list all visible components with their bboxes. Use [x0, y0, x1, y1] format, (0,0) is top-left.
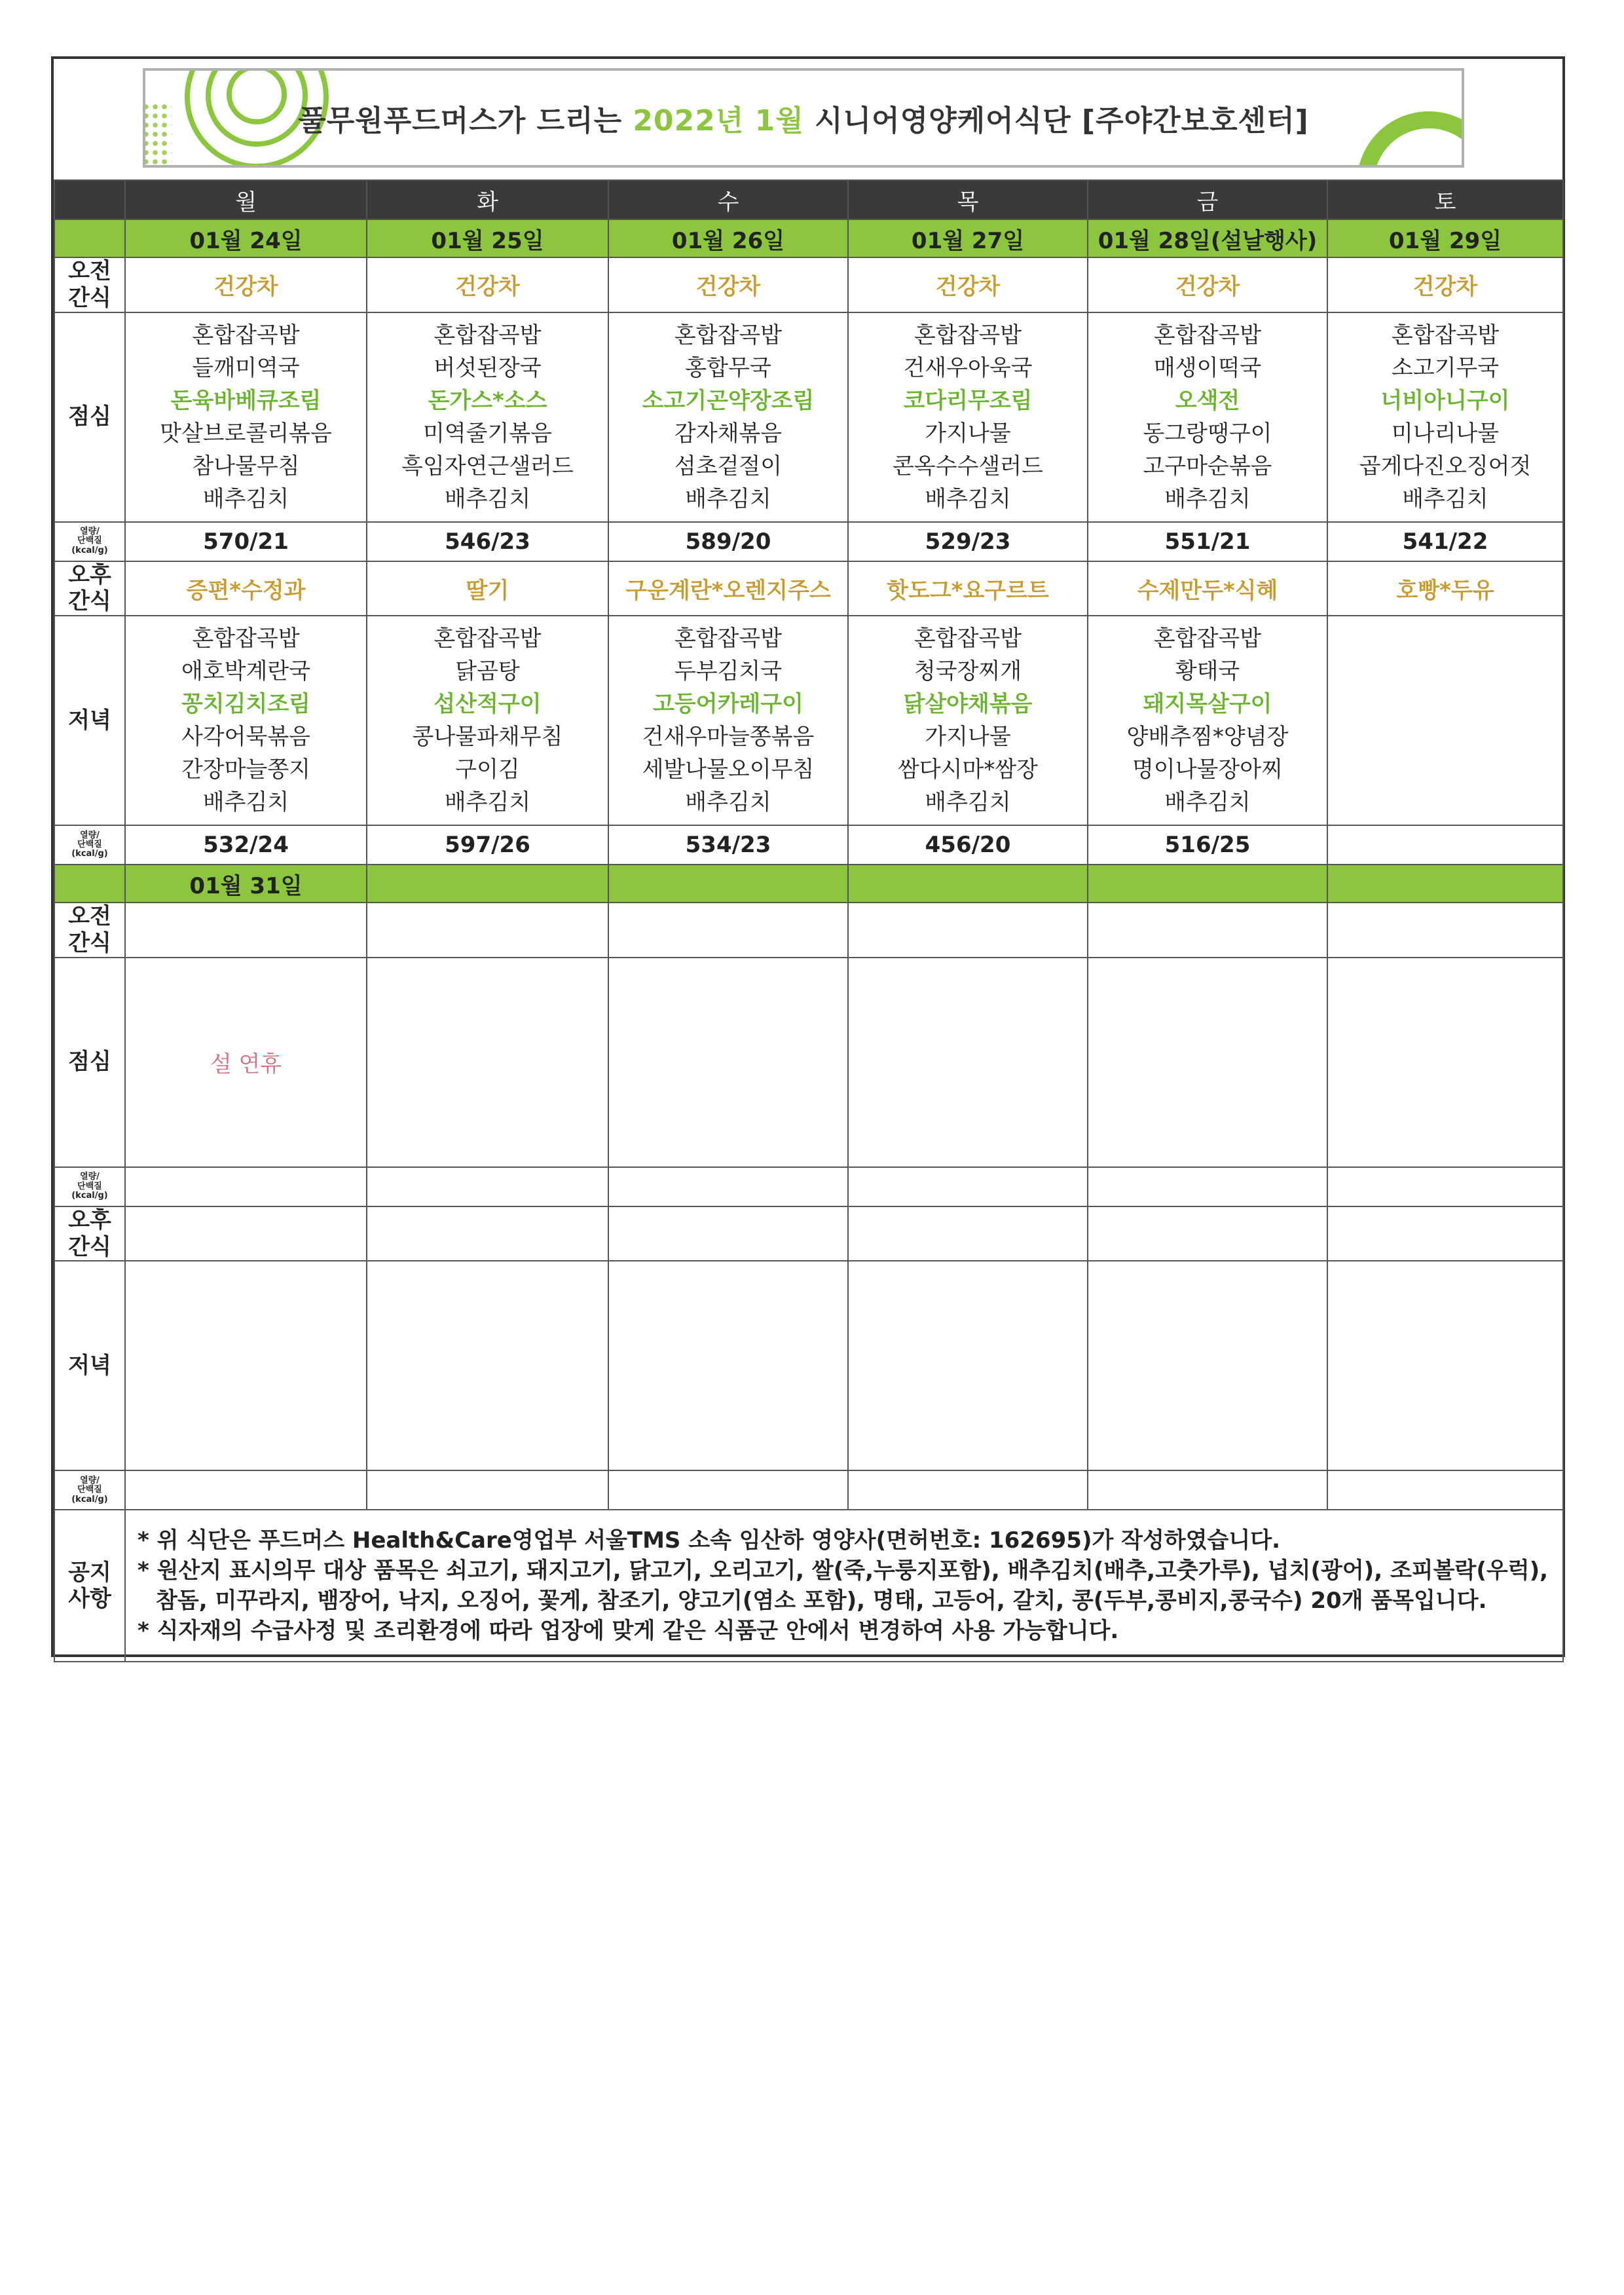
snack-cell: 건강차 [367, 257, 608, 312]
nutrition-cell: 597/26 [367, 825, 608, 865]
row-label-nutrition [54, 1470, 125, 1510]
menu-item: 돈육바베큐조림 [170, 387, 322, 414]
nutrition-cell [848, 1470, 1088, 1510]
nutrition-cell: 589/20 [608, 522, 848, 561]
nutrition-cell: 541/22 [1327, 522, 1563, 561]
row-label-line: 단백질 [77, 536, 102, 546]
meal-cell [367, 616, 608, 825]
meal-cell [1327, 312, 1563, 522]
day-header: 화 [367, 180, 608, 219]
meal-cell [125, 616, 367, 825]
row-label-line: 단백질 [77, 1485, 102, 1495]
row-label-lunch [54, 312, 125, 522]
menu-item: 소고기곤약장조림 [642, 387, 815, 414]
menu-item: 배추김치 [444, 789, 531, 816]
title-prefix: 풀무원푸드머스가 드리는 [298, 104, 623, 138]
notice-cell [125, 1510, 1563, 1662]
menu-item: 가지나물 [925, 420, 1011, 447]
pm_snack-row [54, 561, 1563, 616]
snack-cell [1327, 1206, 1563, 1261]
row-label-line: (kcal/g) [71, 849, 108, 859]
snack-cell: 건강차 [608, 257, 848, 312]
nutrition-row [54, 1167, 1563, 1206]
menu-item: 감자채볶음 [674, 420, 783, 447]
nutrition-cell [1088, 1167, 1327, 1206]
page-title [145, 97, 1462, 139]
menu-item: 콘옥수수샐러드 [893, 453, 1043, 479]
menu-item: 구이김 [455, 756, 520, 783]
date-cell: 01월 31일 [125, 865, 367, 903]
menu-item: 고구마순볶음 [1143, 453, 1272, 479]
nutrition-cell: 534/23 [608, 825, 848, 865]
snack-cell: 호빵*두유 [1327, 561, 1563, 616]
menu-item: 코다리무조림 [903, 387, 1033, 414]
menu-item: 사각어묵볶음 [181, 724, 311, 751]
snack-cell [848, 903, 1088, 958]
row-label-line: 오후 [68, 1206, 111, 1233]
nutrition-cell: 529/23 [848, 522, 1088, 561]
menu-item: 소고기무국 [1391, 354, 1500, 381]
snack-cell: 딸기 [367, 561, 608, 616]
nutrition-cell [125, 1470, 367, 1510]
menu-item: 배추김치 [925, 789, 1011, 816]
snack-cell: 건강차 [125, 257, 367, 312]
nutrition-cell: 551/21 [1088, 522, 1327, 561]
date-corner [54, 219, 125, 257]
menu-item: 혼합잡곡밥 [1391, 322, 1500, 348]
menu-item: 혼합잡곡밥 [1153, 322, 1262, 348]
menu-item: 세발나물오이무침 [642, 756, 815, 783]
notice-row [54, 1510, 1563, 1662]
meal-cell [367, 312, 608, 522]
menu-item: 배추김치 [202, 485, 289, 512]
menu-item: 섬초겉절이 [674, 453, 783, 479]
menu-item: 혼합잡곡밥 [192, 625, 300, 652]
nutrition-cell [125, 1167, 367, 1206]
date-cell [367, 865, 608, 903]
snack-cell [608, 1206, 848, 1261]
date-corner [54, 865, 125, 903]
meal-cell: 설 연휴 [125, 958, 367, 1167]
date-row [54, 865, 1563, 903]
menu-sheet [51, 56, 1565, 1657]
menu-item: 쌈다시마*쌈장 [897, 756, 1039, 783]
snack-cell [1088, 903, 1327, 958]
nutrition-cell [367, 1167, 608, 1206]
row-label-line: (kcal/g) [71, 1190, 108, 1201]
snack-cell [367, 1206, 608, 1261]
row-label-line: 사항 [68, 1586, 111, 1613]
date-cell: 01월 27일 [848, 219, 1088, 257]
menu-item: 미역줄기볶음 [422, 420, 553, 447]
row-label-line: 간식 [68, 588, 111, 615]
date-cell: 01월 29일 [1327, 219, 1563, 257]
snack-cell: 건강차 [1327, 257, 1563, 312]
menu-item: 배추김치 [1164, 789, 1251, 816]
pm_snack-row [54, 1206, 1563, 1261]
nutrition-cell [608, 1167, 848, 1206]
nutrition-cell [1088, 1470, 1327, 1510]
menu-item: 홍합무국 [685, 354, 771, 381]
day-header: 목 [848, 180, 1088, 219]
meal-cell [608, 616, 848, 825]
menu-item: 돈가스*소스 [428, 387, 547, 414]
menu-item: 청국장찌개 [913, 658, 1022, 685]
row-label-nutrition [54, 522, 125, 561]
snack-cell: 핫도그*요구르트 [848, 561, 1088, 616]
dinner-row [54, 616, 1563, 825]
nutrition-cell: 546/23 [367, 522, 608, 561]
row-label-line: 열량/ [80, 1172, 100, 1182]
snack-cell: 증편*수정과 [125, 561, 367, 616]
nutrition-cell [1327, 825, 1563, 865]
day-header: 토 [1327, 180, 1563, 219]
nutrition-cell [1327, 1470, 1563, 1510]
row-label-dinner [54, 616, 125, 825]
corner-cell [54, 180, 125, 219]
snack-cell [848, 1206, 1088, 1261]
notice-line: * 위 식단은 푸드머스 Health&Care영업부 서울TMS 소속 임산하 영양사(면허번호: 162695)가 작성하였습니다. [138, 1527, 1280, 1554]
meal-cell [1088, 312, 1327, 522]
snack-cell [125, 903, 367, 958]
row-label-line: (kcal/g) [71, 1494, 108, 1504]
meal-cell [848, 1261, 1088, 1470]
menu-item: 들깨미역국 [192, 354, 300, 381]
menu-item: 참나물무침 [192, 453, 300, 479]
row-label-line: 간식 [68, 1233, 111, 1260]
row-label-pm_snack [54, 561, 125, 616]
row-label-line: 간식 [68, 284, 111, 311]
menu-item: 배추김치 [202, 789, 289, 816]
meal-cell [1088, 1261, 1327, 1470]
row-label-line: 단백질 [77, 840, 102, 850]
row-label-line: 점심 [68, 1049, 111, 1075]
menu-table [54, 179, 1564, 1662]
nutrition-row [54, 522, 1563, 561]
menu-item: 배추김치 [444, 485, 531, 512]
nutrition-cell: 456/20 [848, 825, 1088, 865]
menu-item: 닭곰탕 [455, 658, 520, 685]
menu-item: 건새우마늘쫑볶음 [642, 724, 815, 751]
menu-item: 혼합잡곡밥 [674, 322, 783, 348]
snack-cell: 구운계란*오렌지주스 [608, 561, 848, 616]
menu-item: 양배추찜*양념장 [1126, 724, 1289, 751]
meal-cell [125, 312, 367, 522]
menu-item: 콩나물파채무침 [412, 724, 563, 751]
row-label-line: 저녁 [68, 1352, 111, 1379]
snack-cell [1088, 1206, 1327, 1261]
row-label-line: 점심 [68, 403, 111, 430]
meal-cell [367, 1261, 608, 1470]
row-label-line: 열량/ [80, 527, 100, 537]
menu-item: 혼합잡곡밥 [674, 625, 783, 652]
nutrition-cell: 532/24 [125, 825, 367, 865]
row-label-nutrition [54, 825, 125, 865]
nutrition-cell: 570/21 [125, 522, 367, 561]
menu-item: 섭산적구이 [434, 691, 542, 718]
menu-item: 맛살브로콜리볶음 [160, 420, 332, 447]
menu-item: 흑임자연근샐러드 [401, 453, 574, 479]
date-cell: 01월 28일(설날행사) [1088, 219, 1327, 257]
title-banner [143, 68, 1464, 168]
snack-cell [608, 903, 848, 958]
menu-item: 오색전 [1175, 387, 1240, 414]
nutrition-cell: 516/25 [1088, 825, 1327, 865]
meal-cell [125, 1261, 367, 1470]
row-label-line: 열량/ [80, 1475, 100, 1485]
row-label-line: 오전 [68, 258, 111, 284]
date-cell [608, 865, 848, 903]
row-label-line: 간식 [68, 929, 111, 956]
date-cell [1088, 865, 1327, 903]
row-label-am_snack [54, 903, 125, 958]
row-label-notice [54, 1510, 125, 1662]
row-label-line: 저녁 [68, 707, 111, 734]
menu-item: 너비아니구이 [1380, 387, 1510, 414]
meal-cell [1327, 958, 1563, 1167]
day-header: 수 [608, 180, 848, 219]
meal-cell [1088, 616, 1327, 825]
row-label-dinner [54, 1261, 125, 1470]
day-header: 금 [1088, 180, 1327, 219]
menu-item: 혼합잡곡밥 [434, 625, 542, 652]
notice-line: * 원산지 표시의무 대상 품목은 쇠고기, 돼지고기, 닭고기, 오리고기, 쌀(죽,누룽지포함), 배추김치(배추,고춧가루), 넙치(광어), 조피볼락(우럭), 참돔, 미꾸라지, 뱀장어, 낙지, 오징어, 꽃게, 참조기, 양고기(염소 포함), 명태, 고등어, 갈치, 콩(두부,콩비지,콩국수) 20개 품목입니다. [138, 1558, 1549, 1614]
menu-item: 두부김치국 [674, 658, 783, 685]
menu-item: 황태국 [1175, 658, 1240, 685]
menu-item: 배추김치 [1164, 485, 1251, 512]
menu-item: 애호박계란국 [181, 658, 311, 685]
date-cell [1327, 865, 1563, 903]
menu-item: 곱게다진오징어젓 [1359, 453, 1532, 479]
notice-line: * 식자재의 수급사정 및 조리환경에 따라 업장에 맞게 같은 식품군 안에서 변경하여 사용 가능합니다. [138, 1618, 1119, 1645]
meal-cell [1327, 1261, 1563, 1470]
snack-cell [1327, 903, 1563, 958]
menu-item: 버섯된장국 [434, 354, 542, 381]
meal-cell [367, 958, 608, 1167]
meal-cell [1088, 958, 1327, 1167]
title-month: 2022년 1월 [633, 104, 804, 138]
nutrition-row [54, 825, 1563, 865]
meal-cell [608, 958, 848, 1167]
date-row [54, 219, 1563, 257]
meal-cell [1327, 616, 1563, 825]
snack-cell: 건강차 [1088, 257, 1327, 312]
meal-cell [608, 1261, 848, 1470]
dinner-row [54, 1261, 1563, 1470]
menu-item: 혼합잡곡밥 [1153, 625, 1262, 652]
nutrition-cell [848, 1167, 1088, 1206]
menu-item: 배추김치 [685, 485, 771, 512]
menu-item: 명이나물장아찌 [1132, 756, 1283, 783]
date-cell [848, 865, 1088, 903]
menu-item: 가지나물 [925, 724, 1011, 751]
menu-item: 혼합잡곡밥 [913, 322, 1022, 348]
snack-cell [367, 903, 608, 958]
row-label-line: 단백질 [77, 1181, 102, 1191]
meal-cell [848, 616, 1088, 825]
row-label-am_snack [54, 257, 125, 312]
menu-item: 혼합잡곡밥 [434, 322, 542, 348]
snack-cell: 건강차 [848, 257, 1088, 312]
snack-cell: 수제만두*식혜 [1088, 561, 1327, 616]
menu-item: 매생이떡국 [1153, 354, 1262, 381]
menu-item: 배추김치 [685, 789, 771, 816]
menu-item: 혼합잡곡밥 [192, 322, 300, 348]
menu-item: 꽁치김치조림 [181, 691, 311, 718]
menu-item: 고등어카레구이 [653, 691, 803, 718]
row-label-line: 열량/ [80, 830, 100, 840]
am_snack-row [54, 257, 1563, 312]
menu-item: 동그랑땡구이 [1143, 420, 1272, 447]
nutrition-cell [367, 1470, 608, 1510]
menu-item: 돼지목살구이 [1143, 691, 1272, 718]
lunch-row [54, 312, 1563, 522]
row-label-line: 공지 [68, 1559, 111, 1586]
row-label-pm_snack [54, 1206, 125, 1261]
nutrition-cell [1327, 1167, 1563, 1206]
meal-cell [848, 958, 1088, 1167]
menu-item: 미나리나물 [1391, 420, 1500, 447]
menu-item: 배추김치 [1402, 485, 1488, 512]
row-label-line: 오전 [68, 903, 111, 930]
menu-item: 닭살야채볶음 [903, 691, 1033, 718]
date-cell: 01월 24일 [125, 219, 367, 257]
day-header: 월 [125, 180, 367, 219]
date-cell: 01월 25일 [367, 219, 608, 257]
row-label-line: 오후 [68, 561, 111, 588]
am_snack-row [54, 903, 1563, 958]
lunch-row [54, 958, 1563, 1167]
snack-cell [125, 1206, 367, 1261]
menu-item: 배추김치 [925, 485, 1011, 512]
nutrition-cell [608, 1470, 848, 1510]
nutrition-row [54, 1470, 1563, 1510]
menu-item: 혼합잡곡밥 [913, 625, 1022, 652]
menu-item: 건새우아욱국 [903, 354, 1033, 381]
title-suffix: 시니어영양케어식단 [주야간보호센터] [815, 104, 1309, 138]
row-label-lunch [54, 958, 125, 1167]
meal-cell [608, 312, 848, 522]
row-label-nutrition [54, 1167, 125, 1206]
date-cell: 01월 26일 [608, 219, 848, 257]
row-label-line: (kcal/g) [71, 545, 108, 555]
menu-item: 간장마늘쫑지 [181, 756, 311, 783]
day-header-row [54, 180, 1563, 219]
meal-cell [848, 312, 1088, 522]
